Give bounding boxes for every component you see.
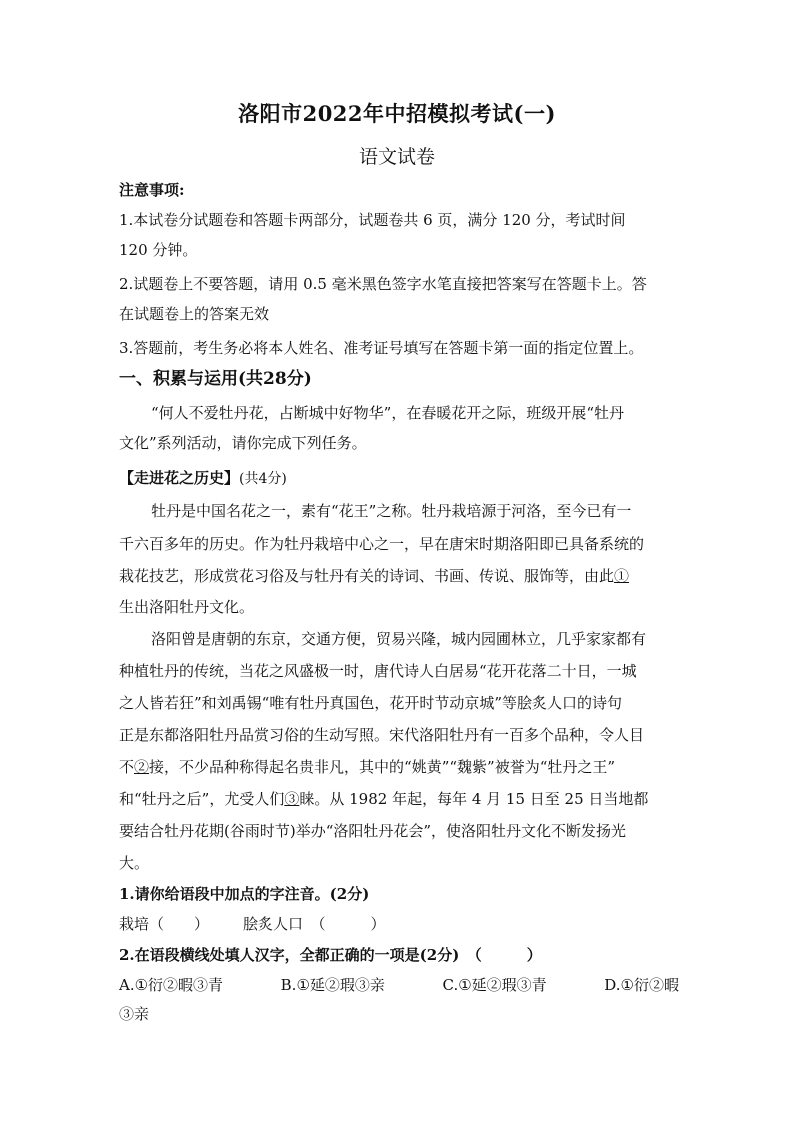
passage-text: 不	[119, 758, 135, 776]
passage-text: 和“牡丹之后”，尤受人们	[119, 790, 285, 808]
passage-p2-line-6	[119, 789, 679, 809]
passage-p2-line-5	[119, 757, 679, 777]
notice-item-1-line-2: 120 分钟。	[119, 241, 198, 259]
sub-section-heading	[119, 468, 679, 489]
passage-p2-line-4: 正是东都洛阳牡丹品赏习俗的生动写照。宋代洛阳牡丹有一百多个品种，令人目	[119, 726, 645, 744]
passage-text: 栽花技艺，形成赏花习俗及与牡丹有关的诗词、书画、传说、服饰等，由此	[119, 567, 615, 585]
notice-item-2-line-2: 在试题卷上的答案无效	[119, 305, 270, 323]
sub-section-title: 【走进花之历史】	[119, 469, 240, 487]
question-1: 1.请你给语段中加点的字注音。(2分)	[119, 885, 370, 903]
option-b: B.①延②瑕③亲	[280, 976, 385, 994]
answer-blank-kuaizhi: 脍炙人口 （ ）	[243, 915, 386, 933]
blank-1: ①	[614, 567, 630, 585]
section-1-intro-line-1: “何人不爱牡丹花，占断城中好物华”，在春暖花开之际，班级开展“牡丹	[151, 404, 625, 422]
question-2-options	[119, 975, 679, 995]
answer-blank-zaipei: 栽培（ ）	[119, 915, 210, 933]
option-d: D.①衍②暇	[604, 976, 679, 994]
passage-p1-line-1: 牡丹是中国名花之一，素有“花王”之称。牡丹栽培源于河洛，至今已有一	[151, 502, 632, 520]
passage-p1-line-2: 千六百多年的历史。作为牡丹栽培中心之一，早在唐宋时期洛阳即已具备系统的	[119, 535, 645, 553]
passage-p2-line-8: 大。	[119, 854, 150, 872]
passage-p2-line-2: 种植牡丹的传统，当花之风盛极一时，唐代诗人白居易“花开花落二十日，一城	[119, 662, 637, 680]
blank-2: ②	[134, 758, 150, 776]
passage-text: 睐。从 1982 年起，每年 4 月 15 日至 25 日当地都	[299, 790, 649, 808]
passage-p1-line-3	[119, 566, 679, 586]
option-c: C.①延②瑕③青	[442, 976, 547, 994]
section-1-intro-line-2: 文化”系列活动，请你完成下列任务。	[119, 434, 367, 452]
option-a: A.①衍②暇③青	[119, 976, 224, 994]
option-d-continued: ③亲	[119, 1005, 150, 1023]
notice-item-3: 3.答题前，考生务必将本人姓名、准考证号填写在答题卡第一面的指定位置上。	[119, 339, 644, 357]
question-1-answers	[119, 914, 679, 934]
sub-section-points: (共4分)	[239, 471, 287, 487]
notice-item-1-line-1: 1.本试卷分试题卷和答题卡两部分，试题卷共 6 页，满分 120 分，考试时间	[119, 211, 626, 229]
passage-p2-line-3: 之人皆若狂”和刘禹锡“唯有牡丹真国色，花开时节动京城”等脍炙人口的诗句	[119, 694, 623, 712]
passage-p2-line-1: 洛阳曾是唐朝的东京，交通方便，贸易兴隆，城内园圃林立，几乎家家都有	[151, 630, 647, 648]
exam-title: 洛阳市2022年中招模拟考试(一)	[238, 101, 556, 126]
notice-heading: 注意事项:	[119, 181, 185, 199]
exam-subtitle: 语文试卷	[358, 146, 435, 168]
section-1-heading: 一、积累与运用(共28分)	[119, 369, 312, 389]
notice-item-2-line-1: 2.试题卷上不要答题，请用 0.5 毫米黑色签字水笔直接把答案写在答题卡上。答	[119, 275, 647, 293]
passage-p2-line-7: 要结合牡丹花期(谷雨时节)举办“洛阳牡丹花会”，使洛阳牡丹文化不断发扬光	[119, 822, 627, 840]
passage-p1-line-4: 生出洛阳牡丹文化。	[119, 598, 255, 616]
question-2: 2.在语段横线处填人汉字，全都正确的一项是(2分) （ ）	[119, 946, 542, 964]
blank-3: ③	[284, 790, 300, 808]
passage-text: 接，不少品种称得起名贵非凡，其中的“姚黄”“魏紫”被誉为“牡丹之王”	[149, 758, 616, 776]
